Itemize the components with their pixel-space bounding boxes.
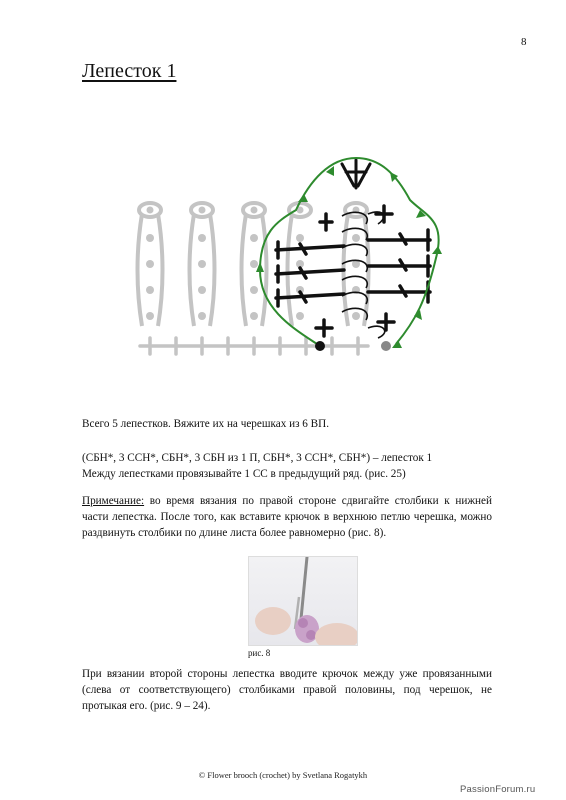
intro-paragraph: Всего 5 лепестков. Вяжите их на черешках из 6 ВП. [82,418,330,430]
copyright-footer: © Flower brooch (crochet) by Svetlana Rogatykh [198,770,368,780]
three-stitches-in-one-symbol [342,160,370,188]
grey-chain-dots [146,207,304,321]
grey-stems [138,203,312,326]
note-text: во время вязания по правой стороне сдвигайте столбики к нижней части лепестка. После того, как вставите крючок в верхнюю петлю черешка, можно раздвинуть столбики по длине листа более равномерно (рис. 8). [82,495,492,539]
left-stitches [276,214,344,336]
right-stitches [368,206,430,330]
note-label: Примечание: [82,495,145,507]
page-title: Лепесток 1 [82,60,177,82]
page-number: 8 [521,36,527,48]
sequence-paragraph: (СБН*, 3 ССН*, СБН*, 3 СБН из 1 П, СБН*, 3 ССН*, СБН*) – лепесток 1 [82,452,433,464]
hook-and-yarn-illustration [249,557,357,645]
slip-stitch-dot [381,341,391,351]
crochet-photo [248,556,358,646]
note-paragraph [82,493,492,541]
second-side-paragraph: При вязании второй стороны лепестка вводите крючок между уже провязанными (слева от соответствующего) столбиками правой половины, под черешок, не протыкая его. (рис. 9 – 24). [82,668,492,712]
crochet-chart-diagram [120,150,450,360]
watermark: PassionForum.ru [460,784,536,795]
between-petals-paragraph: Между лепестками провязывайте 1 СС в предыдущий ряд. (рис. 25) [82,468,406,480]
slip-stitch-dot [315,341,325,351]
photo-caption: рис. 8 [248,648,271,658]
foundation-row [140,338,368,354]
